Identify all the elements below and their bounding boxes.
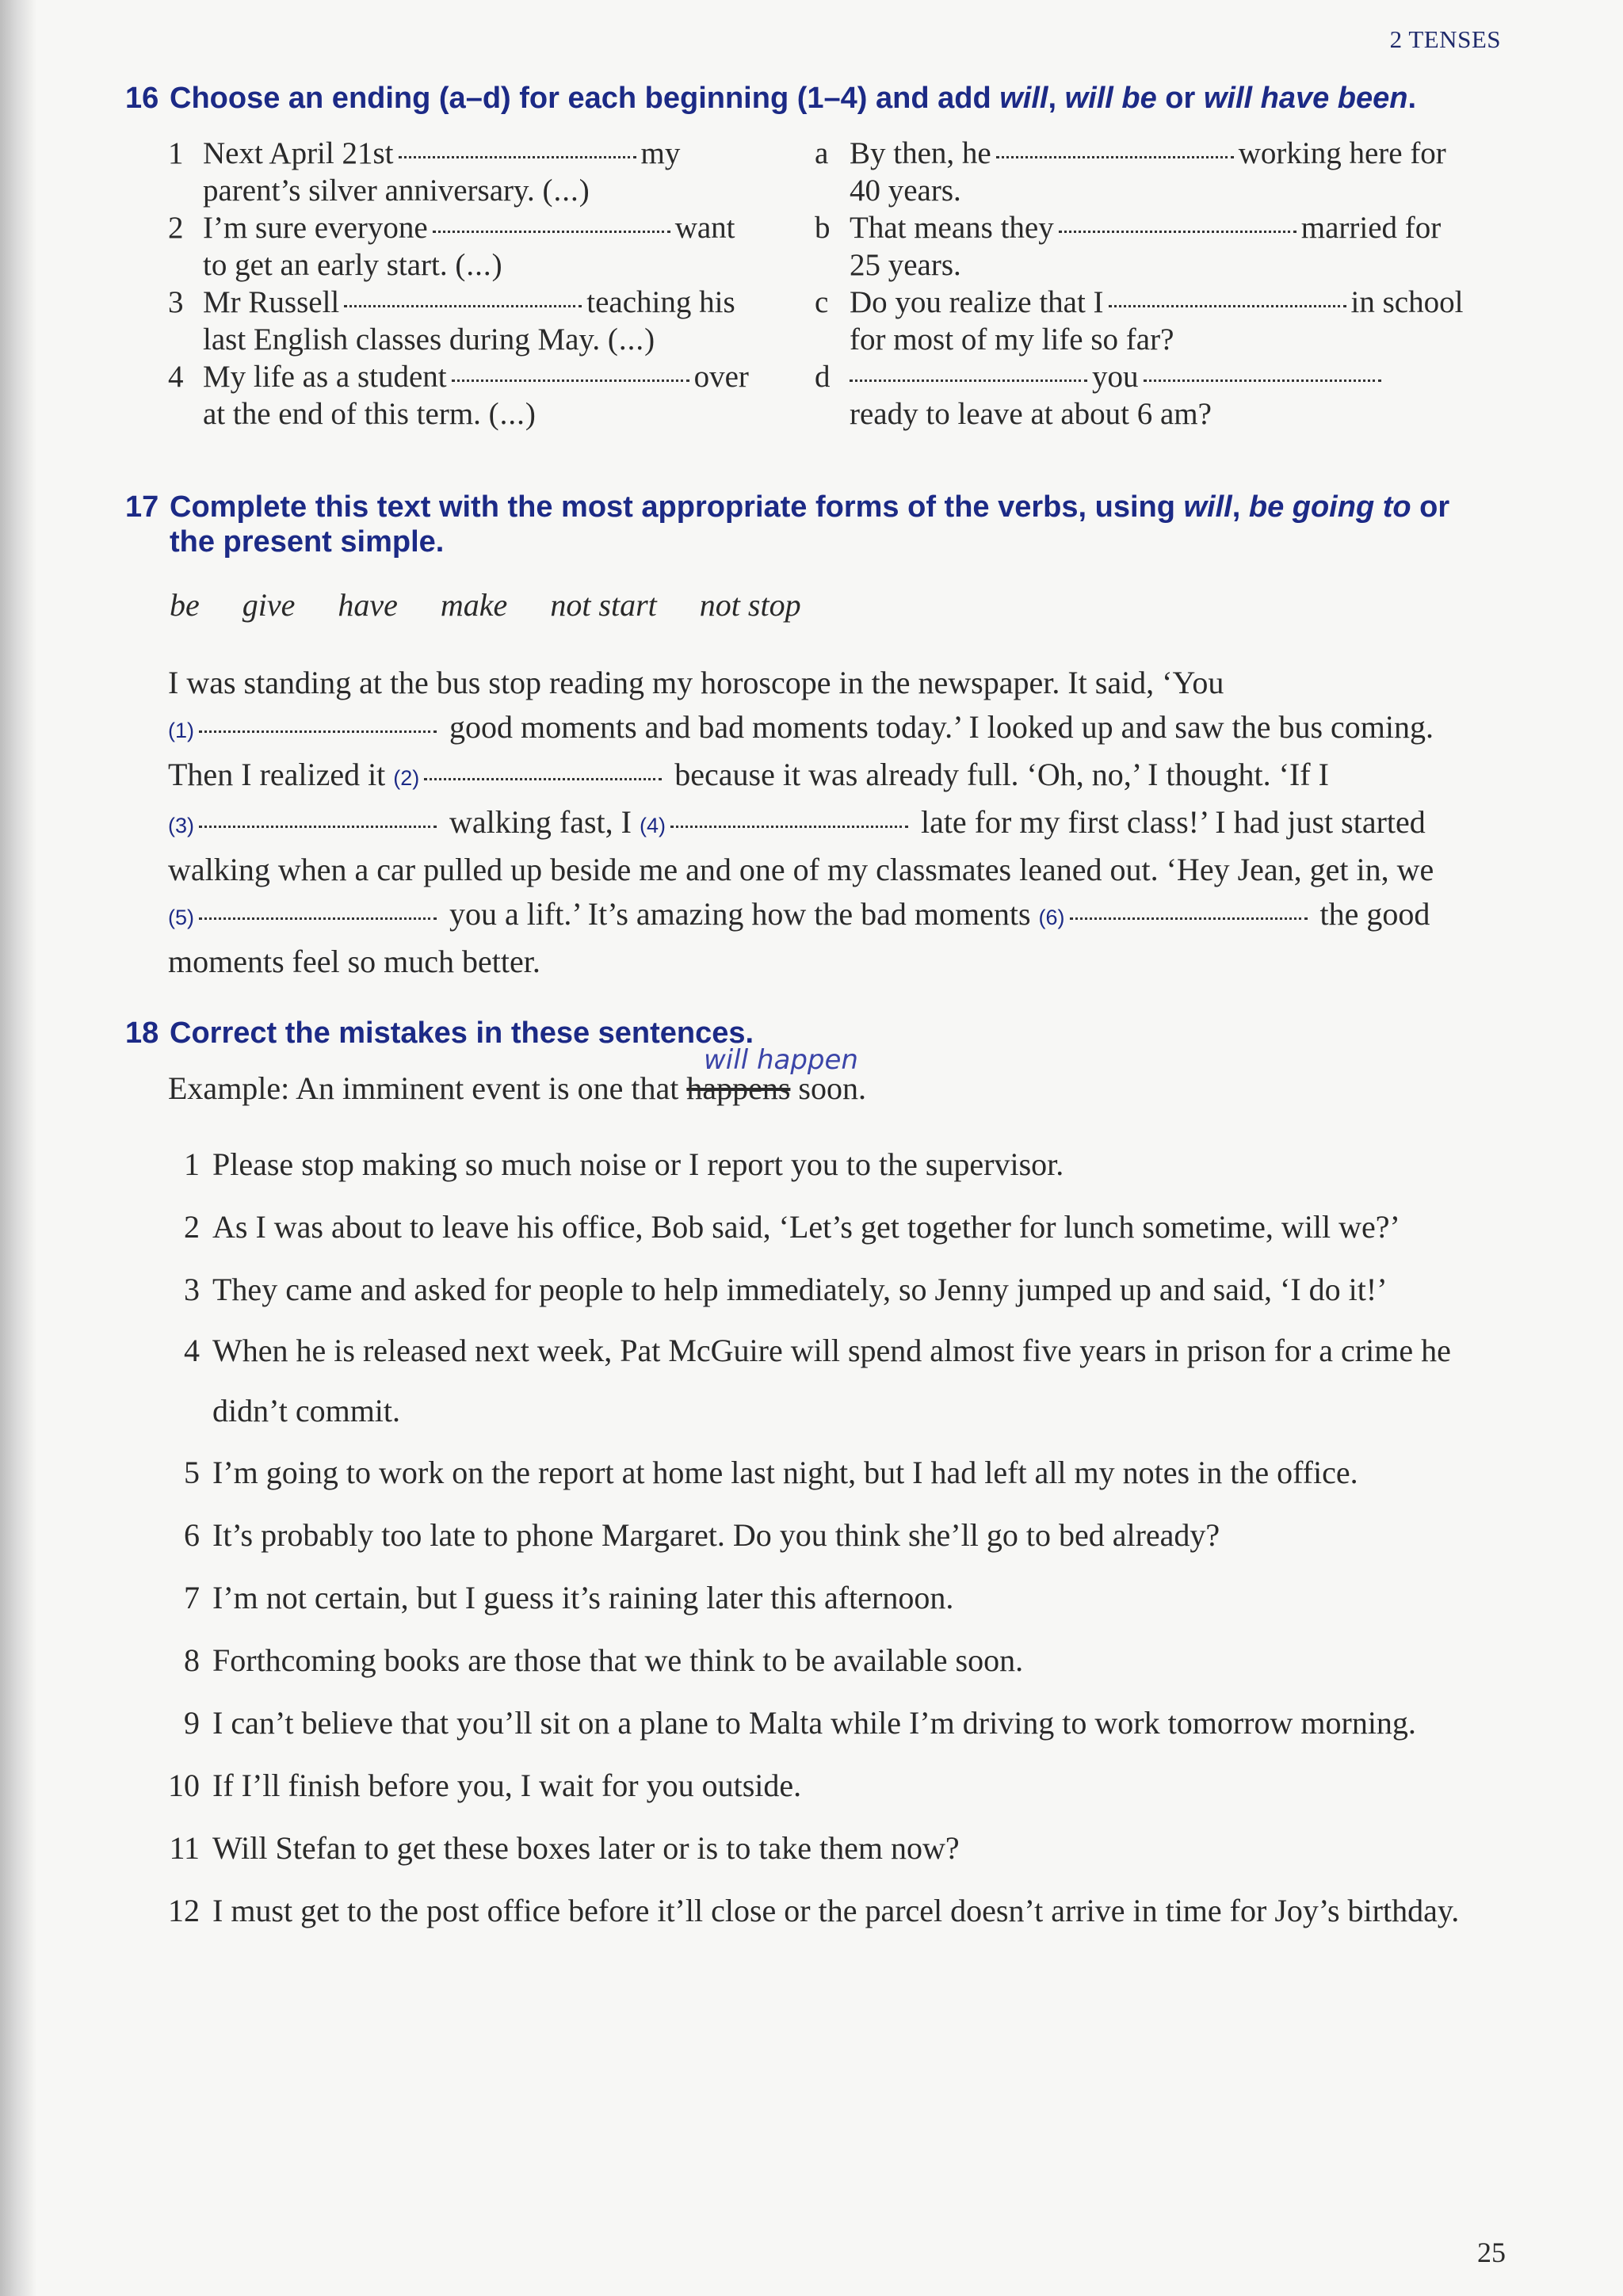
ending-item: d you ready to leave at about 6 am? — [815, 358, 1512, 433]
verb-item: have — [338, 587, 398, 623]
list-item: 8 Forthcoming books are those that we think to be available soon. — [184, 1642, 1024, 1678]
list-item: 2 As I was about to leave his office, Bob said, ‘Let’s get together for lunch sometime, will we?’ — [184, 1209, 1400, 1245]
exercise-17-text: I was standing at the bus stop reading my horoscope in the newspaper. It said, ‘You (1) good moments and bad moments today.’ I looked up and saw the bus coming. Then I realized it (2) because it was already full. ‘Oh, no,’ I thought. ‘If I (3) walking fast, I (4) late for my first class!’ I had just started walking when a car pulled up beside me and one of my classmates leaned out. ‘Hey Jean, get in, we (5) you a lift.’ It’s amazing how the bad moments (6) the good moments feel so much better. — [168, 665, 1434, 979]
exercise-17-title: 17 Complete this text with the most appropriate forms of the verbs, using will, be going to or the present simple. — [125, 490, 1450, 559]
example-sentence: Example: An imminent event is one that happens soon. — [168, 1070, 866, 1106]
verb-item: not stop — [699, 587, 801, 623]
ending-item: c Do you realize that I in school for most of my life so far? — [815, 285, 1464, 357]
gap-6-blank[interactable] — [1070, 917, 1308, 920]
struck-word: happens — [686, 1070, 791, 1106]
verb-list — [170, 586, 844, 624]
list-item: 4 When he is released next week, Pat McGuire will spend almost five years in prison for a crime he didn’t commit. — [184, 1333, 1451, 1428]
gap-1-blank[interactable] — [199, 730, 437, 733]
beginning-item: 4 My life as a student over at the end of this term. (...) — [168, 360, 749, 431]
book-spine-shadow — [0, 0, 36, 2296]
page-number: 25 — [1477, 2237, 1506, 2268]
answer-blank[interactable] — [344, 305, 582, 307]
verb-item: give — [242, 587, 296, 623]
list-item: 3 They came and asked for people to help immediately, so Jenny jumped up and said, ‘I do it!’ — [184, 1272, 1388, 1307]
gap-3-blank[interactable] — [199, 826, 437, 828]
match-blank[interactable]: (...) — [542, 174, 590, 208]
verb-item: make — [440, 587, 508, 623]
answer-blank[interactable] — [1059, 231, 1296, 233]
exercise-18-title: 18 Correct the mistakes in these sentences. — [125, 1016, 754, 1050]
exercise-16-endings — [815, 135, 1512, 433]
answer-blank[interactable] — [996, 156, 1234, 158]
chapter-header: 2 TENSES — [1389, 25, 1501, 53]
list-item: 7 I’m not certain, but I guess it’s raining later this afternoon. — [184, 1580, 954, 1615]
exercise-18-list — [168, 1133, 1515, 1942]
ending-item: b That means they married for 25 years. — [815, 211, 1442, 282]
beginning-item: 2 I’m sure everyone want to get an early start. (...) — [168, 211, 735, 282]
exercise-number: 16 — [125, 82, 159, 115]
exercise-16-beginnings — [168, 135, 770, 433]
beginning-item: 1 Next April 21st my parent’s silver anniversary. (...) — [168, 136, 681, 208]
gap-2-blank[interactable] — [424, 778, 662, 780]
list-item: 1 Please stop making so much noise or I report you to the supervisor. — [184, 1146, 1064, 1182]
gap-4-blank[interactable] — [670, 826, 908, 828]
ending-item: a By then, he working here for 40 years. — [815, 136, 1446, 208]
exercise-number: 18 — [125, 1016, 159, 1050]
exercise-number: 17 — [125, 490, 159, 524]
list-item: 5 I’m going to work on the report at home last night, but I had left all my notes in the office. — [184, 1455, 1358, 1490]
list-item: 12 I must get to the post office before it’ll close or the parcel doesn’t arrive in time for Joy’s birthday. — [168, 1893, 1460, 1928]
match-blank[interactable]: (...) — [488, 397, 537, 431]
answer-blank[interactable] — [452, 379, 689, 382]
list-item: 11 Will Stefan to get these boxes later or is to take them now? — [169, 1830, 960, 1866]
list-item: 10 If I’ll finish before you, I wait for you outside. — [168, 1768, 802, 1803]
gap-5-blank[interactable] — [199, 917, 437, 920]
verb-item: be — [170, 587, 200, 623]
exercise-16-title: 16 Choose an ending (a–d) for each beginning (1–4) and add will, will be or will have been. — [125, 82, 1417, 115]
match-blank[interactable]: (...) — [455, 248, 503, 282]
beginning-item: 3 Mr Russell teaching his last English classes during May. (...) — [168, 285, 735, 357]
answer-blank[interactable] — [399, 156, 636, 158]
answer-blank[interactable] — [1109, 305, 1346, 307]
answer-blank[interactable] — [850, 379, 1087, 382]
verb-item: not start — [550, 587, 657, 623]
list-item: 6 It’s probably too late to phone Margaret. Do you think she’ll go to bed already? — [184, 1517, 1220, 1553]
answer-blank[interactable] — [433, 231, 670, 233]
handwritten-correction: will happen — [704, 1044, 858, 1076]
list-item: 9 I can’t believe that you’ll sit on a plane to Malta while I’m driving to work tomorrow morning. — [184, 1705, 1416, 1741]
match-blank[interactable]: (...) — [607, 322, 656, 357]
answer-blank[interactable] — [1144, 379, 1381, 382]
